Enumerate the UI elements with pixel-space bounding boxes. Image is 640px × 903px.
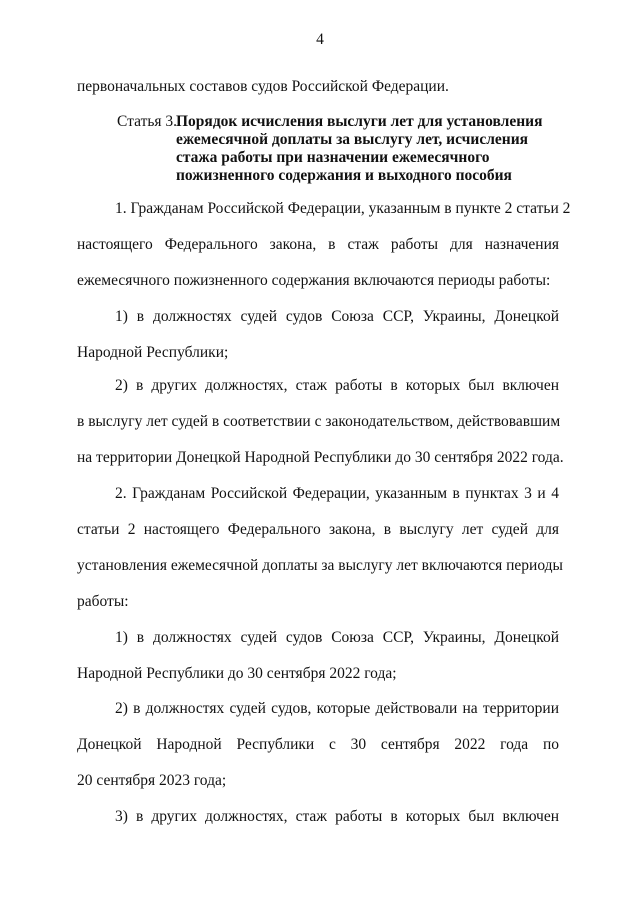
paragraph-line: работы: — [77, 593, 129, 610]
paragraph-line: Народной Республики до 30 сентября 2022 года; — [77, 665, 397, 682]
paragraph-line: 1) в должностях судей судов Союза ССР, Украины, Донецкой — [115, 308, 559, 325]
continuation-line: первоначальных составов судов Российской Федерации. — [77, 78, 449, 95]
paragraph-line: статьи 2 настоящего Федерального закона, в выслугу лет судей для — [77, 521, 559, 538]
paragraph-line: 1. Гражданам Российской Федерации, указанным в пункте 2 статьи 2 — [115, 200, 571, 217]
paragraph-line: установления ежемесячной доплаты за выслугу лет включаются периоды — [77, 557, 563, 574]
article-title-line: Порядок исчисления выслуги лет для установления — [176, 113, 543, 130]
paragraph-line: настоящего Федерального закона, в стаж работы для назначения — [77, 236, 559, 253]
paragraph-line: на территории Донецкой Народной Республики до 30 сентября 2022 года. — [77, 449, 564, 466]
paragraph-line: 2) в должностях судей судов, которые действовали на территории — [115, 700, 559, 717]
paragraph-line: 2) в других должностях, стаж работы в которых был включен — [115, 377, 559, 394]
paragraph-line: Донецкой Народной Республики с 30 сентября 2022 года по — [77, 736, 559, 753]
paragraph-line: Народной Республики; — [77, 344, 229, 361]
paragraph-line: ежемесячного пожизненного содержания включаются периоды работы: — [77, 272, 551, 289]
paragraph-line: 1) в должностях судей судов Союза ССР, Украины, Донецкой — [115, 629, 559, 646]
article-title-line: стажа работы при назначении ежемесячного — [176, 149, 490, 166]
paragraph-line: 3) в других должностях, стаж работы в которых был включен — [115, 808, 559, 825]
paragraph-line: 2. Гражданам Российской Федерации, указанным в пунктах 3 и 4 — [115, 485, 559, 502]
page-number: 4 — [316, 31, 324, 48]
article-title-line: пожизненного содержания и выходного пособия — [176, 167, 512, 184]
paragraph-line: в выслугу лет судей в соответствии с законодательством, действовавшим — [77, 413, 561, 430]
article-title-line: ежемесячной доплаты за выслугу лет, исчисления — [176, 131, 529, 148]
paragraph-line: 20 сентября 2023 года; — [77, 772, 227, 789]
article-title — [176, 113, 556, 185]
article-label: Статья 3. — [117, 113, 178, 130]
